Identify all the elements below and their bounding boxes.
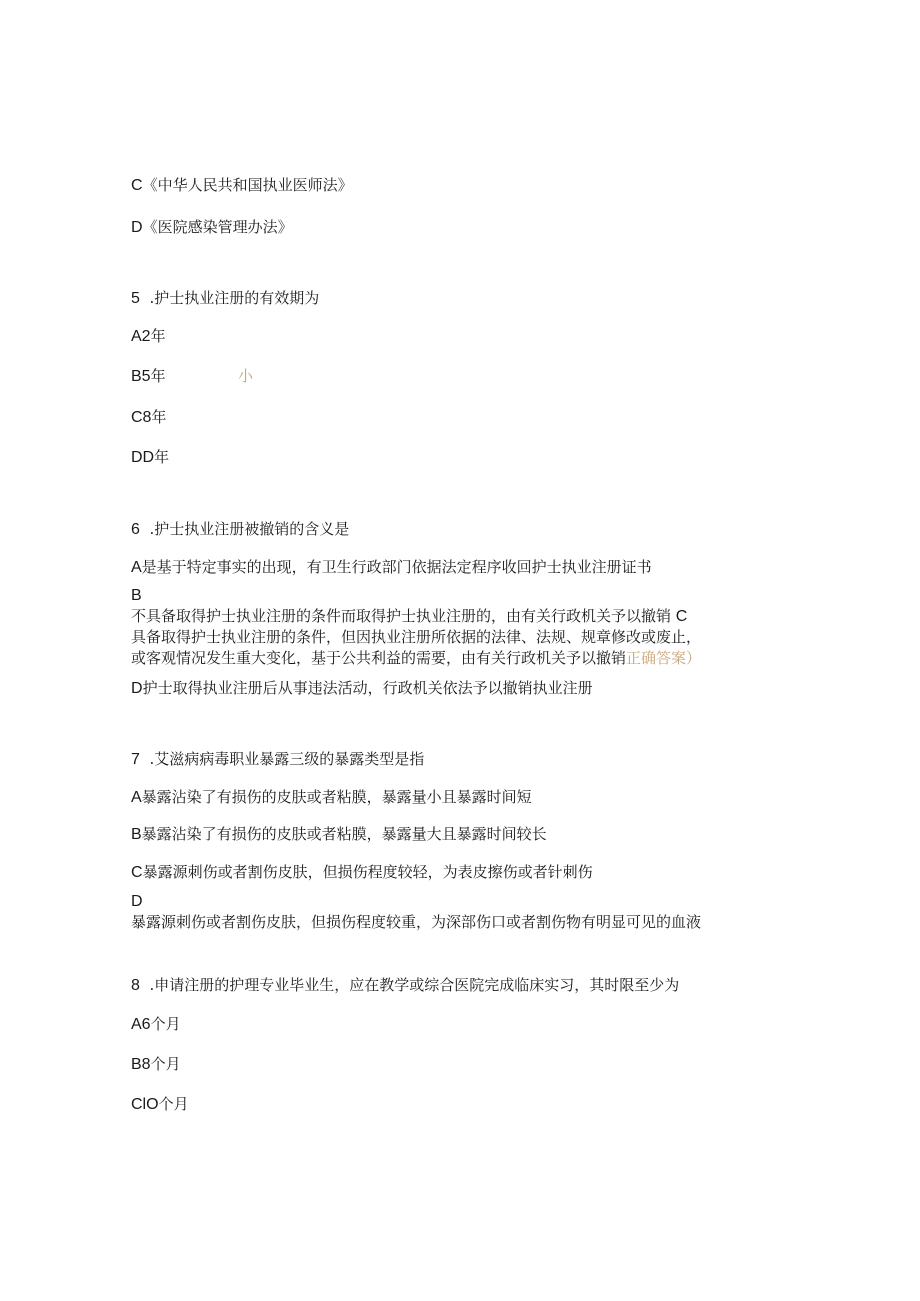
question-text: .申请注册的护理专业毕业生，应在教学或综合医院完成临床实习，其时限至少为 <box>149 976 680 994</box>
q5-option-b <box>131 367 166 386</box>
q7-option-d-letter <box>131 892 143 911</box>
option-text: 护士取得执业注册后从事违法活动，行政机关依法予以撤销执业注册 <box>142 679 593 697</box>
answer-note: 正确答案） <box>626 649 702 667</box>
q7-option-d-text <box>131 913 701 931</box>
q6-option-b-letter <box>131 586 142 605</box>
question-text: .护士执业注册被撤销的含义是 <box>149 520 350 538</box>
q5-option-c <box>131 408 166 427</box>
question-7-stem <box>131 750 424 769</box>
option-letter: D <box>131 893 143 910</box>
option-text: 暴露沾染了有损伤的皮肤或者粘膜，暴露量小且暴露时间短 <box>141 788 532 806</box>
option-letter: ClO <box>131 1096 159 1113</box>
option-text: 暴露沾染了有损伤的皮肤或者粘膜，暴露量大且暴露时间较长 <box>141 825 547 843</box>
option-letter: B5 <box>131 368 151 385</box>
question-6-stem <box>131 520 349 539</box>
option-text: 暴露源刺伤或者割伤皮肤，但损伤程度较重，为深部伤口或者割伤物有明显可见的血液 <box>131 913 702 931</box>
option-letter: DD <box>131 449 155 466</box>
q5-option-a <box>131 327 166 346</box>
question-8-stem <box>131 976 679 995</box>
question-number: 8 <box>131 977 140 994</box>
option-text: 《医院感染管理办法》 <box>142 218 293 236</box>
option-text: 暴露源刺伤或者割伤皮肤，但损伤程度较轻，为表皮擦伤或者针刺伤 <box>142 863 593 881</box>
option-text: 或客观情况发生重大变化，基于公共利益的需要，由有关行政机关予以撤销 <box>131 649 627 667</box>
option-letter: C <box>131 177 143 194</box>
q7-option-c <box>131 863 593 882</box>
q6-option-d <box>131 679 593 698</box>
option-letter: B <box>131 587 142 604</box>
option-text: 具备取得护士执业注册的条件，但因执业注册所依据的法律、法规、规章修改或废止， <box>131 628 702 646</box>
option-letter: A <box>131 789 142 806</box>
option-letter: C8 <box>131 409 152 426</box>
option-letter: D <box>131 680 143 697</box>
q7-option-a <box>131 788 532 807</box>
option-letter: A6 <box>131 1016 151 1033</box>
q8-option-a <box>131 1015 181 1034</box>
option-text: 年 <box>154 448 170 466</box>
option-c-prev <box>131 176 353 195</box>
option-letter: B8 <box>131 1056 151 1073</box>
question-number: 6 <box>131 521 140 538</box>
question-number: 7 <box>131 751 140 768</box>
option-letter: A <box>131 559 142 576</box>
q8-option-b <box>131 1055 181 1074</box>
q5-option-d <box>131 448 169 467</box>
option-text: 年 <box>151 408 167 426</box>
option-text: 是基于特定事实的出现，有卫生行政部门依据法定程序收回护士执业注册证书 <box>141 558 652 576</box>
option-text: 《中华人民共和国执业医师法》 <box>142 176 353 194</box>
option-text: 个月 <box>150 1015 181 1033</box>
option-letter: B <box>131 826 142 843</box>
option-text: 个月 <box>158 1095 189 1113</box>
question-text: .艾滋病病毒职业暴露三级的暴露类型是指 <box>149 750 425 768</box>
q6-option-b-text <box>131 607 687 626</box>
option-text: 年 <box>150 367 166 385</box>
option-d-prev <box>131 218 293 237</box>
q7-option-b <box>131 825 547 844</box>
option-letter: A2 <box>131 328 151 345</box>
q6-option-c-line2 <box>131 649 701 667</box>
q6-option-c-line1 <box>131 628 701 646</box>
option-letter: C <box>675 608 688 625</box>
q8-option-c <box>131 1095 189 1114</box>
option-text: 个月 <box>150 1055 181 1073</box>
option-letter: D <box>131 219 143 236</box>
question-number: 5 <box>131 290 140 307</box>
q6-option-a <box>131 558 652 577</box>
option-text: 不具备取得护士执业注册的条件而取得护士执业注册的，由有关行政机关予以撤销 <box>131 607 672 625</box>
option-letter: C <box>131 864 143 881</box>
question-5-stem <box>131 289 319 308</box>
answer-mark: 小 <box>238 367 254 385</box>
question-text: .护士执业注册的有效期为 <box>149 289 320 307</box>
option-text: 年 <box>150 327 166 345</box>
